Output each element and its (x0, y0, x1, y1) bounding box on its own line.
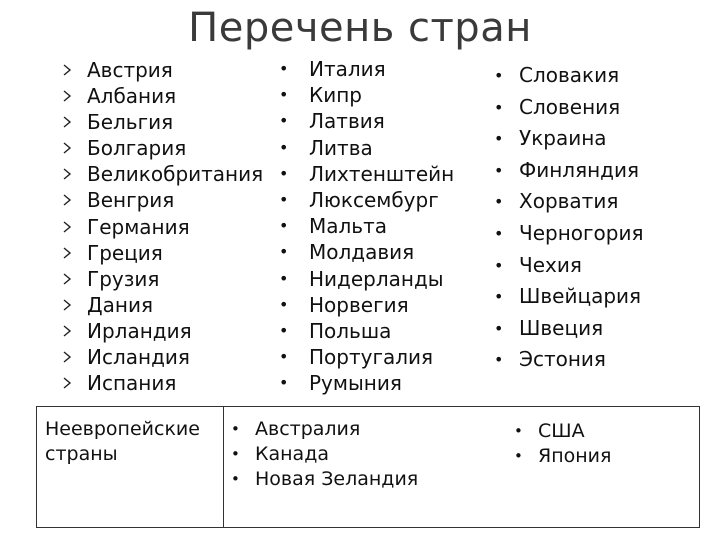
country-name: Швеция (519, 315, 604, 340)
bullet-icon: • (494, 160, 504, 180)
list-item (279, 344, 454, 370)
list-item (87, 370, 263, 396)
bullet-icon: • (231, 470, 240, 488)
list-item (87, 344, 263, 370)
country-name: Литва (309, 135, 373, 160)
list-item (87, 83, 263, 109)
country-name: Эстония (519, 347, 606, 372)
right-triangle-arrow-icon (61, 214, 73, 240)
country-name: Испания (87, 371, 177, 396)
list-item (279, 56, 454, 82)
country-name: Бельгия (87, 110, 174, 135)
country-name: Лихтенштейн (309, 161, 455, 186)
country-name: Италия (309, 57, 386, 81)
list-item (279, 370, 454, 396)
country-list-column-2 (279, 56, 455, 396)
bullet-icon: • (494, 287, 504, 307)
country-name: Словакия (519, 63, 620, 87)
country-name: Грузия (87, 266, 160, 291)
list-item (279, 266, 454, 292)
country-name: Австрия (87, 58, 173, 82)
list-item (87, 161, 263, 187)
table-divider (223, 407, 224, 527)
country-name: Молдавия (309, 240, 415, 265)
country-name: Исландия (87, 345, 190, 370)
list-item (494, 281, 644, 313)
list-item (279, 239, 454, 265)
list-item (231, 442, 418, 467)
right-triangle-arrow-icon (61, 292, 73, 318)
list-item (231, 417, 418, 442)
country-name: Украина (519, 126, 607, 151)
bullet-icon: • (279, 85, 289, 105)
country-name: Черногория (519, 220, 644, 245)
bullet-icon: • (279, 59, 289, 78)
list-item (494, 344, 644, 376)
bullet-icon: • (494, 255, 504, 275)
list-item (279, 108, 454, 134)
country-name: Чехия (519, 252, 582, 277)
list-item (494, 250, 644, 282)
country-name: Хорватия (519, 189, 619, 214)
country-name: Австралия (255, 418, 361, 440)
bullet-icon: • (279, 268, 289, 288)
country-list-column-3 (494, 60, 644, 376)
list-item (87, 266, 263, 292)
right-triangle-arrow-icon (61, 370, 73, 396)
right-triangle-arrow-icon (61, 109, 73, 135)
bullet-icon: • (494, 129, 504, 149)
bullet-icon: • (279, 111, 289, 131)
country-name: Латвия (309, 109, 385, 134)
bullet-icon: • (494, 97, 504, 117)
bullet-icon: • (514, 422, 523, 440)
list-item (514, 419, 611, 444)
list-item (87, 187, 263, 213)
country-name: Кипр (309, 83, 362, 108)
non-european-list-2 (514, 419, 612, 469)
country-name: Япония (538, 445, 612, 467)
list-item (494, 313, 644, 345)
right-triangle-arrow-icon (61, 57, 73, 83)
list-item (279, 161, 455, 187)
bullet-icon: • (494, 66, 504, 85)
list-item (279, 135, 454, 161)
list-item (87, 318, 263, 344)
list-item (279, 318, 454, 344)
country-name: Новая Зеландия (255, 468, 419, 490)
bullet-icon: • (279, 189, 289, 209)
bullet-icon: • (494, 192, 504, 212)
right-triangle-arrow-icon (61, 187, 73, 213)
bullet-icon: • (514, 447, 523, 465)
list-item (494, 92, 644, 124)
non-european-table (36, 406, 700, 528)
right-triangle-arrow-icon (61, 135, 73, 161)
list-item (231, 467, 419, 492)
country-name: Дания (87, 292, 153, 317)
right-triangle-arrow-icon (61, 240, 73, 266)
country-name: Великобритания (87, 162, 264, 187)
country-name: Люксембург (309, 187, 439, 212)
bullet-icon: • (279, 347, 289, 367)
list-item (87, 240, 263, 266)
bullet-icon: • (231, 420, 240, 438)
list-item (494, 186, 644, 218)
list-item (494, 218, 644, 250)
bullet-icon: • (279, 163, 289, 183)
bullet-icon: • (494, 223, 504, 243)
right-triangle-arrow-icon (61, 344, 73, 370)
list-item (494, 155, 644, 187)
list-item (279, 292, 454, 318)
right-triangle-arrow-icon (61, 83, 73, 109)
list-item (494, 123, 644, 155)
list-item (87, 57, 263, 83)
right-triangle-arrow-icon (61, 161, 73, 187)
country-list-column-1 (87, 57, 263, 396)
list-item (279, 82, 454, 108)
bullet-icon: • (494, 350, 504, 370)
list-item (279, 187, 454, 213)
list-item (494, 60, 644, 92)
list-item (87, 214, 263, 240)
list-item (279, 213, 454, 239)
non-european-list-1 (231, 417, 419, 492)
country-name: Норвегия (309, 292, 409, 317)
country-name: Греция (87, 240, 163, 265)
non-european-label: Неевропейские страны (45, 418, 200, 465)
list-item (87, 109, 263, 135)
country-name: Албания (87, 84, 177, 109)
country-name: Германия (87, 214, 190, 239)
bullet-icon: • (279, 242, 289, 262)
country-name: Португалия (309, 345, 434, 370)
list-item (87, 292, 263, 318)
country-name: Ирландия (87, 318, 192, 343)
bullet-icon: • (231, 445, 240, 463)
bullet-icon: • (279, 294, 289, 314)
country-name: Болгария (87, 136, 187, 161)
country-name: Румыния (309, 371, 402, 396)
bullet-icon: • (279, 320, 289, 340)
bullet-icon: • (279, 373, 289, 393)
right-triangle-arrow-icon (61, 266, 73, 292)
page-title: Перечень стран (188, 5, 532, 51)
country-name: Словения (519, 94, 621, 119)
country-name: Нидерланды (309, 266, 444, 291)
bullet-icon: • (279, 137, 289, 157)
country-name: Мальта (309, 214, 387, 239)
country-name: Канада (255, 443, 329, 465)
right-triangle-arrow-icon (61, 318, 73, 344)
country-name: Польша (309, 318, 392, 343)
country-name: Швейцария (519, 284, 642, 309)
list-item (87, 135, 263, 161)
country-name: Финляндия (519, 157, 640, 182)
country-name: США (538, 420, 585, 442)
country-name: Венгрия (87, 188, 175, 213)
bullet-icon: • (494, 318, 504, 338)
list-item (514, 444, 612, 469)
bullet-icon: • (279, 216, 289, 236)
